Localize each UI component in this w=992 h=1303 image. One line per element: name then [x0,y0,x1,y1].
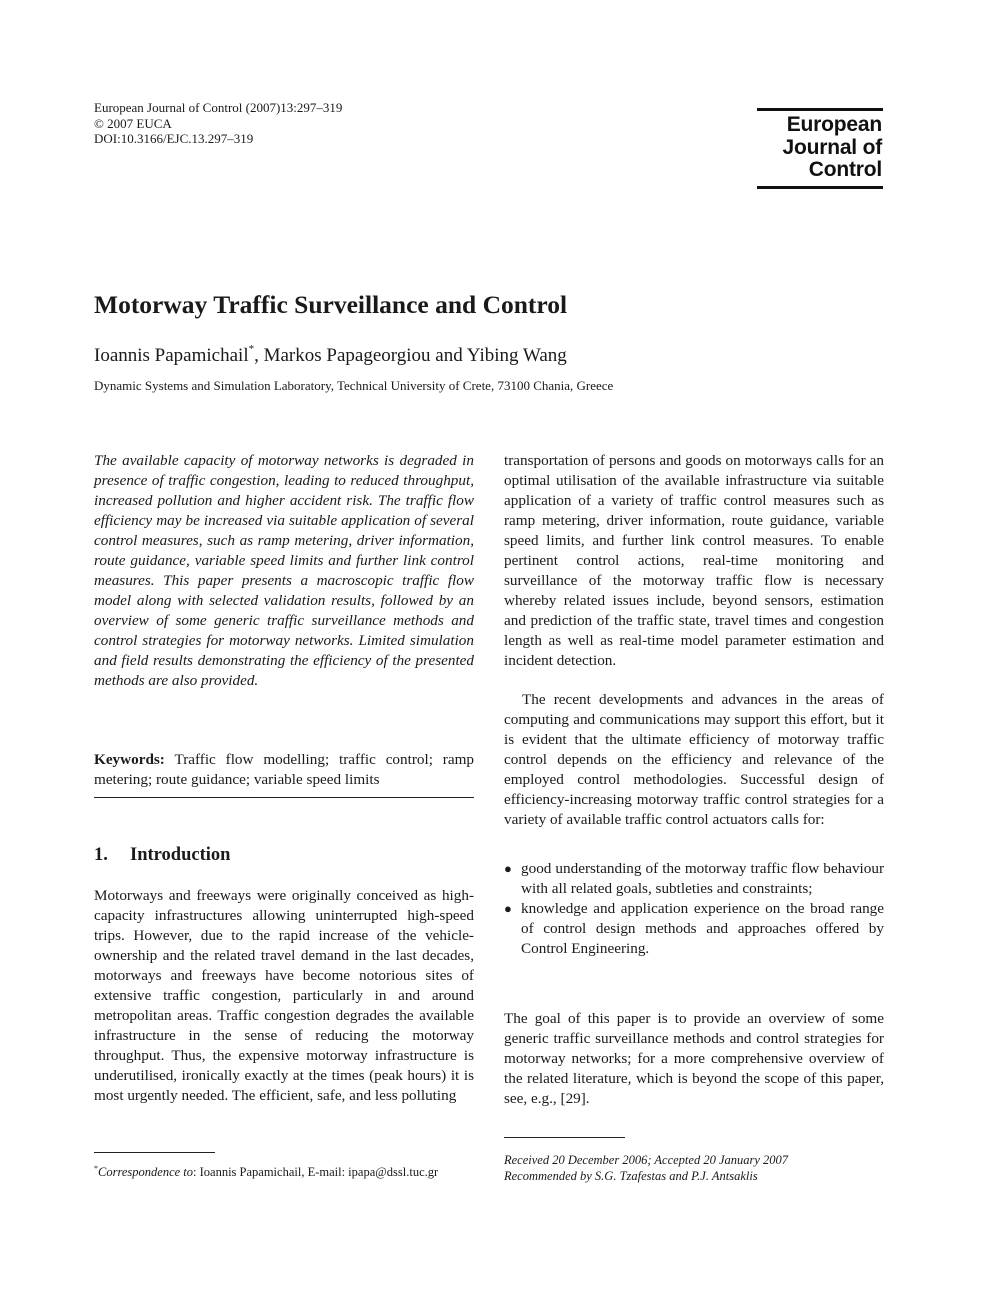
logo-line-2: Journal of [782,135,882,159]
journal-citation [94,100,342,147]
dates-divider [504,1137,625,1138]
journal-logo [757,108,883,189]
abstract: The available capacity of motorway networks is degraded in presence of traffic congestion, leading to reduced throughput, increased pollution and higher accident risk. The traffic flow efficiency may be increased via suitable application of several control measures, such as ramp metering, driver information, route guidance, variable speed limits and further link control measures. This paper presents a macroscopic traffic flow model along with selected validation results, followed by an overview of some generic traffic surveillance methods and control strategies for motorway networks. Limited simulation and field results demonstrating the efficiency of the presented methods are also provided. [94,452,474,689]
footnote-label: Correspondence to [98,1165,194,1179]
bullet-icon: ● [504,861,512,876]
intro-paragraph-1: Motorways and freeways were originally conceived as high-capacity infrastructures allowing uninterrupted high-speed trips. However, due to the rapid increase of the vehicle-ownership and the related travel demand in the last decades, motorways and freeways have become notorious sites of extensive traffic congestion, particularly in and around metropolitan areas. Traffic congestion degrades the available infrastructure in the sense of reducing the motorway throughput. Thus, the expensive motorway infrastructure is underutilised, ironically exactly at the times (peak hours) it is most urgently needed. The efficient, safe, and less polluting [94,887,474,1104]
requirements-list [504,859,884,959]
logo-line-1: European [786,113,882,136]
section-number: 1. [94,845,108,865]
list-item-text: knowledge and application experience on the broad range of control design methods and approaches offered by Control Engineering. [521,900,884,957]
other-authors: , Markos Papageorgiou and Yibing Wang [254,345,567,366]
keywords-label: Keywords: [94,751,165,768]
correspondence-footnote [94,1165,438,1180]
copyright-line: © 2007 EUCA [94,115,172,131]
submission-dates [504,1153,788,1184]
received-accepted: Received 20 December 2006; Accepted 20 January 2007 [504,1153,789,1167]
doi-line: DOI:10.3166/EJC.13.297–319 [94,131,254,146]
author-1: Ioannis Papamichail [94,345,249,366]
footnote-divider [94,1152,215,1153]
keywords-text: Traffic flow modelling; traffic control; ramp metering; route guidance; variable speed limits [94,751,474,788]
footnote-mark: * [94,1164,98,1173]
list-item [504,899,884,959]
author-list [94,345,567,367]
footnote-text: : Ioannis Papamichail, E-mail: ipapa@dssl.tuc.gr [193,1165,439,1179]
correspondence-mark[interactable]: * [248,343,255,355]
keywords [94,750,474,790]
bullet-icon: ● [504,901,512,916]
logo-line-3: Control [808,158,882,181]
intro-paragraph-1-continued: transportation of persons and goods on motorways calls for an optimal utilisation of the available infrastructure via suitable application of a variety of traffic control measures such as ramp metering, driver information, route guidance, variable speed limits, and further link control measures. To enable pertinent control actions, real-time monitoring and surveillance of the motorway traffic flow is necessary whereby related issues include, beyond sensors, estimation and prediction of the traffic state, travel times and congestion length as well as real-time model parameter estimation and incident detection. [504,452,884,669]
section-title: Introduction [130,845,231,865]
intro-paragraph-2: The recent developments and advances in the areas of computing and communications may support this effort, but it is evident that the ultimate efficiency of motorway traffic control depends on the efficiency and relevance of the employed control methodologies. Successful design of efficiency-increasing motorway traffic control strategies for a variety of available traffic control actuators calls for: [504,691,884,828]
recommended-by: Recommended by S.G. Tzafestas and P.J. Antsaklis [504,1168,758,1183]
list-item [504,859,884,899]
intro-paragraph-3: The goal of this paper is to provide an overview of some generic traffic surveillance methods and control strategies for motorway networks; for a more comprehensive overview of the related literature, which is beyond the scope of this paper, see, e.g., [29]. [504,1010,884,1107]
paper-title: Motorway Traffic Surveillance and Control [94,290,568,319]
list-item-text: good understanding of the motorway traffic flow behaviour with all related goals, subtleties and constraints; [521,860,884,897]
abstract-divider [94,797,474,798]
section-heading-introduction [94,845,230,866]
affiliation: Dynamic Systems and Simulation Laboratory, Technical University of Crete, 73100 Chania, Greece [94,378,614,393]
journal-line: European Journal of Control (2007)13:297–319 [94,100,343,115]
